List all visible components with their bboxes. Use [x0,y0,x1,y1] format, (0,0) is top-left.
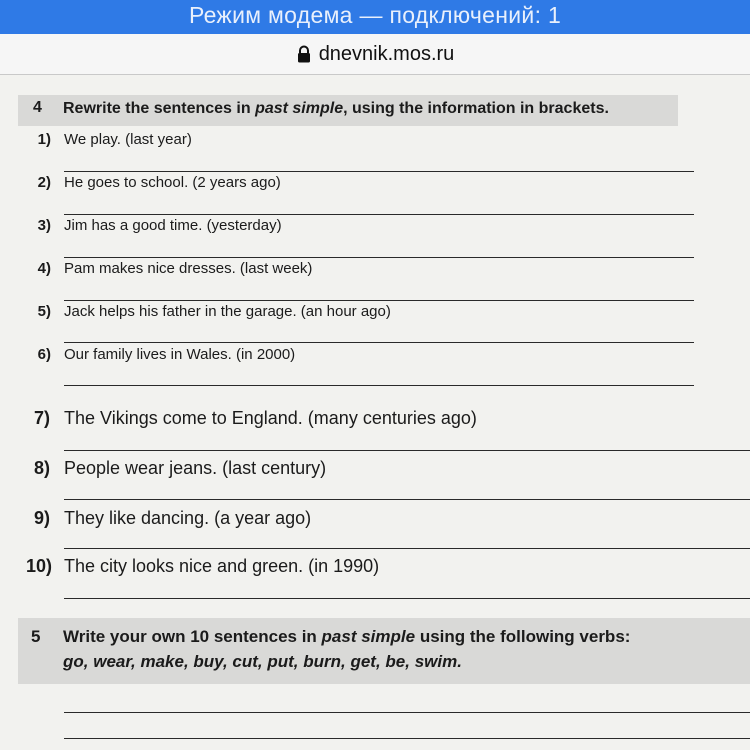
exercise-5-answer-line-1[interactable] [64,712,750,713]
item-9-text: They like dancing. (a year ago) [64,508,312,528]
item-5-text: Jack helps his father in the garage. (an hour ago) [64,303,391,320]
exercise-4-instruction: Rewrite the sentences in past simple, using the information in brackets. [63,100,609,117]
item-10-number: 10) [25,556,52,576]
item-8-answer-line[interactable] [64,499,750,500]
item-8-number: 8) [33,458,50,478]
item-3-number: 3) [37,217,51,234]
item-5-answer-line[interactable] [64,342,694,343]
address-bar[interactable] [0,34,750,75]
item-7-text: The Vikings come to England. (many centuries ago) [64,408,477,428]
item-1-answer-line[interactable] [64,171,694,172]
item-9-answer-line[interactable] [64,548,750,549]
item-8-text: People wear jeans. (last century) [64,458,327,478]
item-7-answer-line[interactable] [64,450,750,451]
item-1-text: We play. (last year) [64,131,192,148]
item-6-answer-line[interactable] [64,385,694,386]
exercise-5-verbs: go, wear, make, buy, cut, put, burn, get, be, swim. [63,652,462,671]
lock-icon [296,45,312,63]
worksheet-page [0,75,750,750]
item-10-text: The city looks nice and green. (in 1990) [64,556,380,576]
exercise-4-number: 4 [33,99,42,116]
hotspot-status-text: Режим модема — подключений: 1 [188,2,562,28]
item-3-answer-line[interactable] [64,257,694,258]
status-bar [0,0,750,34]
item-2-answer-line[interactable] [64,214,694,215]
item-5-number: 5) [37,303,51,320]
item-10-answer-line[interactable] [64,598,750,599]
item-1-number: 1) [37,131,51,148]
item-6-number: 6) [37,346,51,363]
item-4-number: 4) [37,260,51,277]
item-7-number: 7) [33,408,50,428]
exercise-5-number: 5 [31,627,41,646]
item-2-text: He goes to school. (2 years ago) [64,174,281,191]
item-4-answer-line[interactable] [64,300,694,301]
url-text[interactable]: dnevnik.mos.ru [318,42,455,65]
item-3-text: Jim has a good time. (yesterday) [64,217,282,234]
item-9-number: 9) [33,508,50,528]
item-2-number: 2) [37,174,51,191]
exercise-5-instruction: Write your own 10 sentences in past simple using the following verbs: [63,627,631,646]
exercise-5-answer-line-2[interactable] [64,738,750,739]
item-6-text: Our family lives in Wales. (in 2000) [64,346,296,363]
item-4-text: Pam makes nice dresses. (last week) [64,260,313,277]
